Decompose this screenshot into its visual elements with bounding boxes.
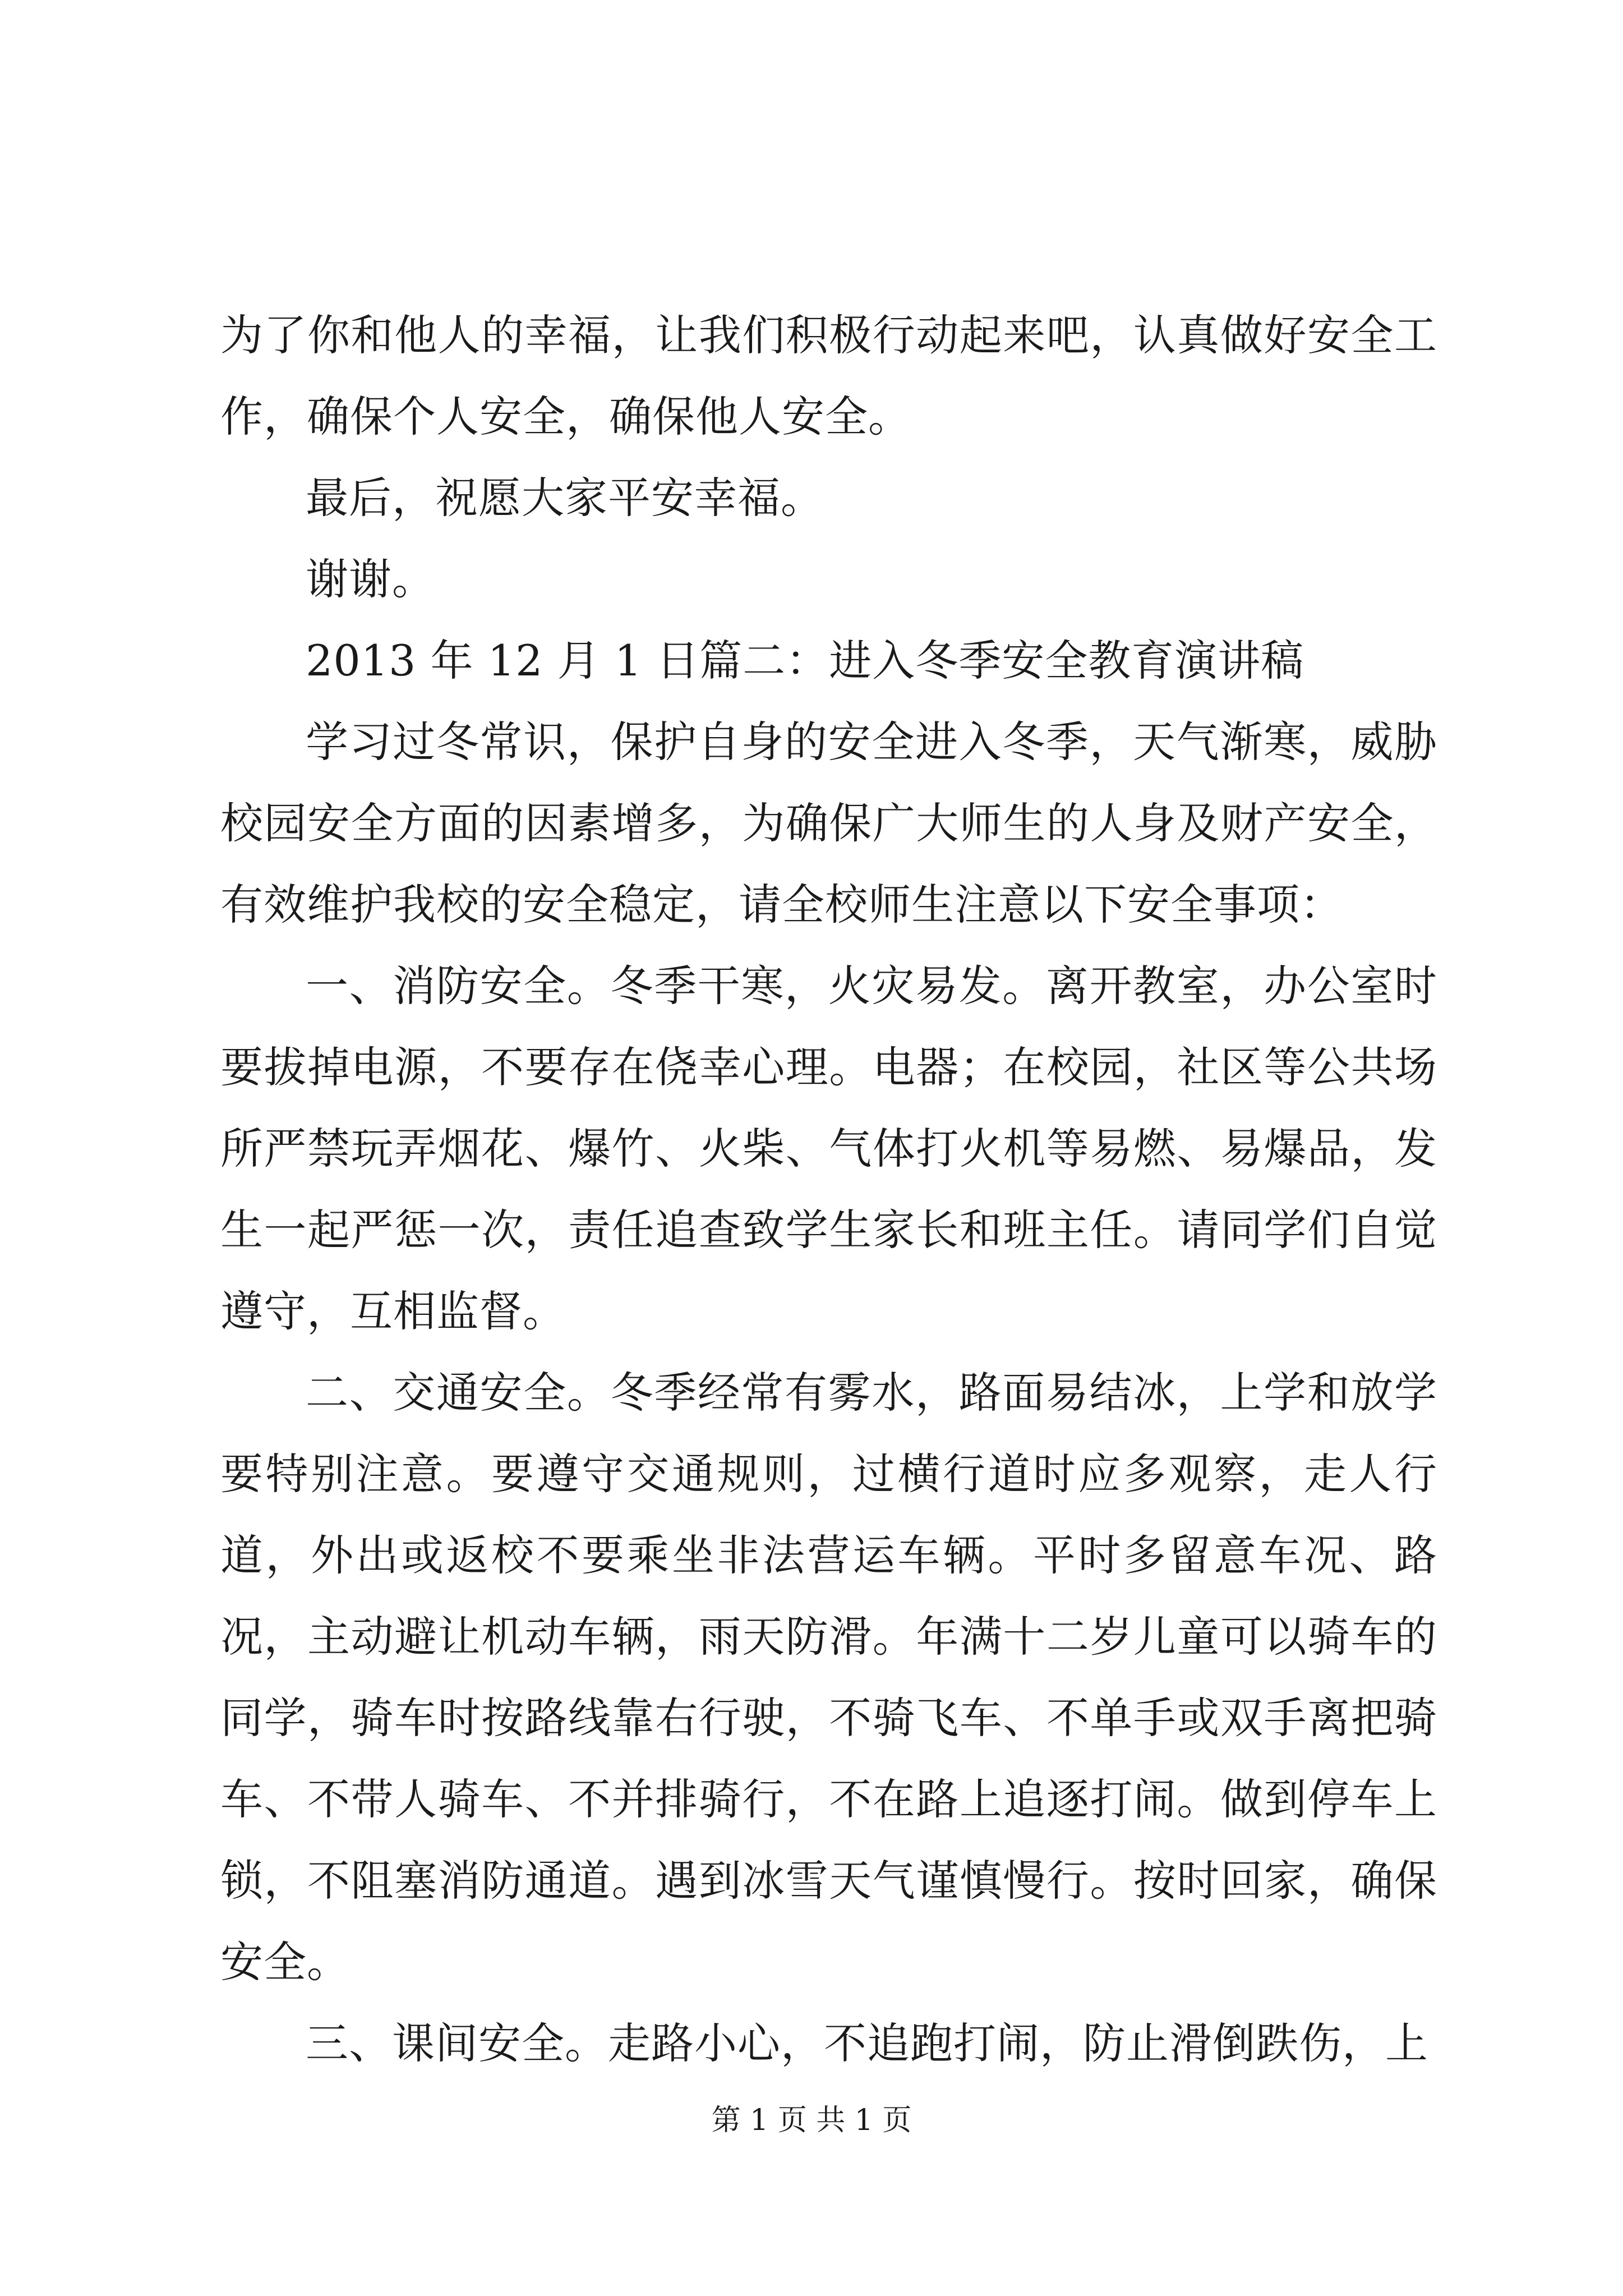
paragraph-7: 二、交通安全。冬季经常有雾水，路面易结冰，上学和放学要特别注意。要遵守交通规则，过横行道时应多观察，走人行道，外出或返校不要乘坐非法营运车辆。平时多留意车况、路况，主动避让机动车辆，雨天防滑。年满十二岁儿童可以骑车的同学，骑车时按路线靠右行驶，不骑飞车、不单手或双手离把骑车、不带人骑车、不并排骑行，不在路上追逐打闹。做到停车上锁，不阻塞消防通道。遇到冰雪天气谨慎慢行。按时回家，确保安全。 — [220, 1368, 1437, 1987]
paragraph-5: 学习过冬常识，保护自身的安全进入冬季，天气渐寒，威胁校园安全方面的因素增多，为确保广大师生的人身及财产安全，有效维护我校的安全稳定，请全校师生注意以下安全事项： — [220, 717, 1437, 930]
paragraph-2: 最后，祝愿大家平安幸福。 — [306, 473, 824, 523]
paragraph-8: 三、课间安全。走路小心，不追跑打闹，防止滑倒跌伤，上 — [306, 2018, 1428, 2068]
paragraph-3: 谢谢。 — [306, 554, 435, 604]
paragraph-1: 为了你和他人的幸福，让我们积极行动起来吧，认真做好安全工作，确保个人安全，确保他人安全。 — [220, 310, 1437, 441]
paragraph-4: 2013 年 12 月 1 日篇二：进入冬季安全教育演讲稿 — [306, 636, 1304, 685]
paragraph-6: 一、消防安全。冬季干寒，火灾易发。离开教室，办公室时要拔掉电源，不要存在侥幸心理。电器；在校园，社区等公共场所严禁玩弄烟花、爆竹、火柴、气体打火机等易燃、易爆品，发生一起严惩一次，责任追查致学生家长和班主任。请同学们自觉遵守，互相监督。 — [220, 961, 1437, 1336]
page-footer: 第 1 页 共 1 页 — [711, 2104, 912, 2137]
document-body — [220, 295, 1437, 2084]
